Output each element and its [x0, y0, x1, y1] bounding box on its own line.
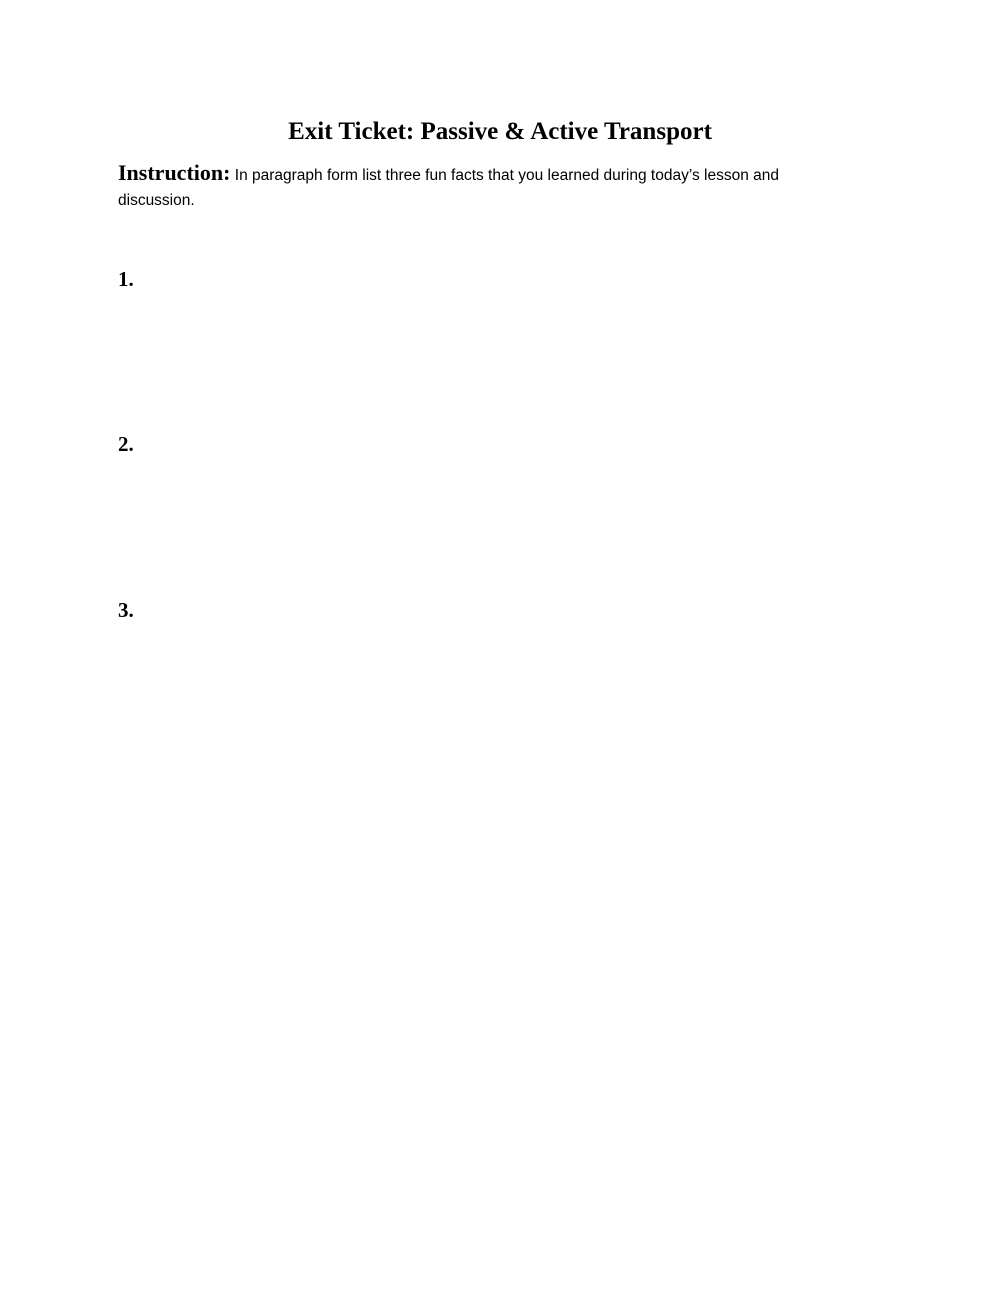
- page-title: Exit Ticket: Passive & Active Transport: [288, 118, 712, 145]
- instruction-text: In paragraph form list three fun facts that you learned during today’s lesson and discussion.: [118, 167, 780, 209]
- item-number-2: 2.: [118, 432, 134, 456]
- item-number-1: 1.: [118, 267, 134, 291]
- item-number-3: 3.: [118, 598, 134, 622]
- instruction-label: Instruction:: [118, 160, 231, 185]
- instruction-paragraph: [118, 160, 838, 213]
